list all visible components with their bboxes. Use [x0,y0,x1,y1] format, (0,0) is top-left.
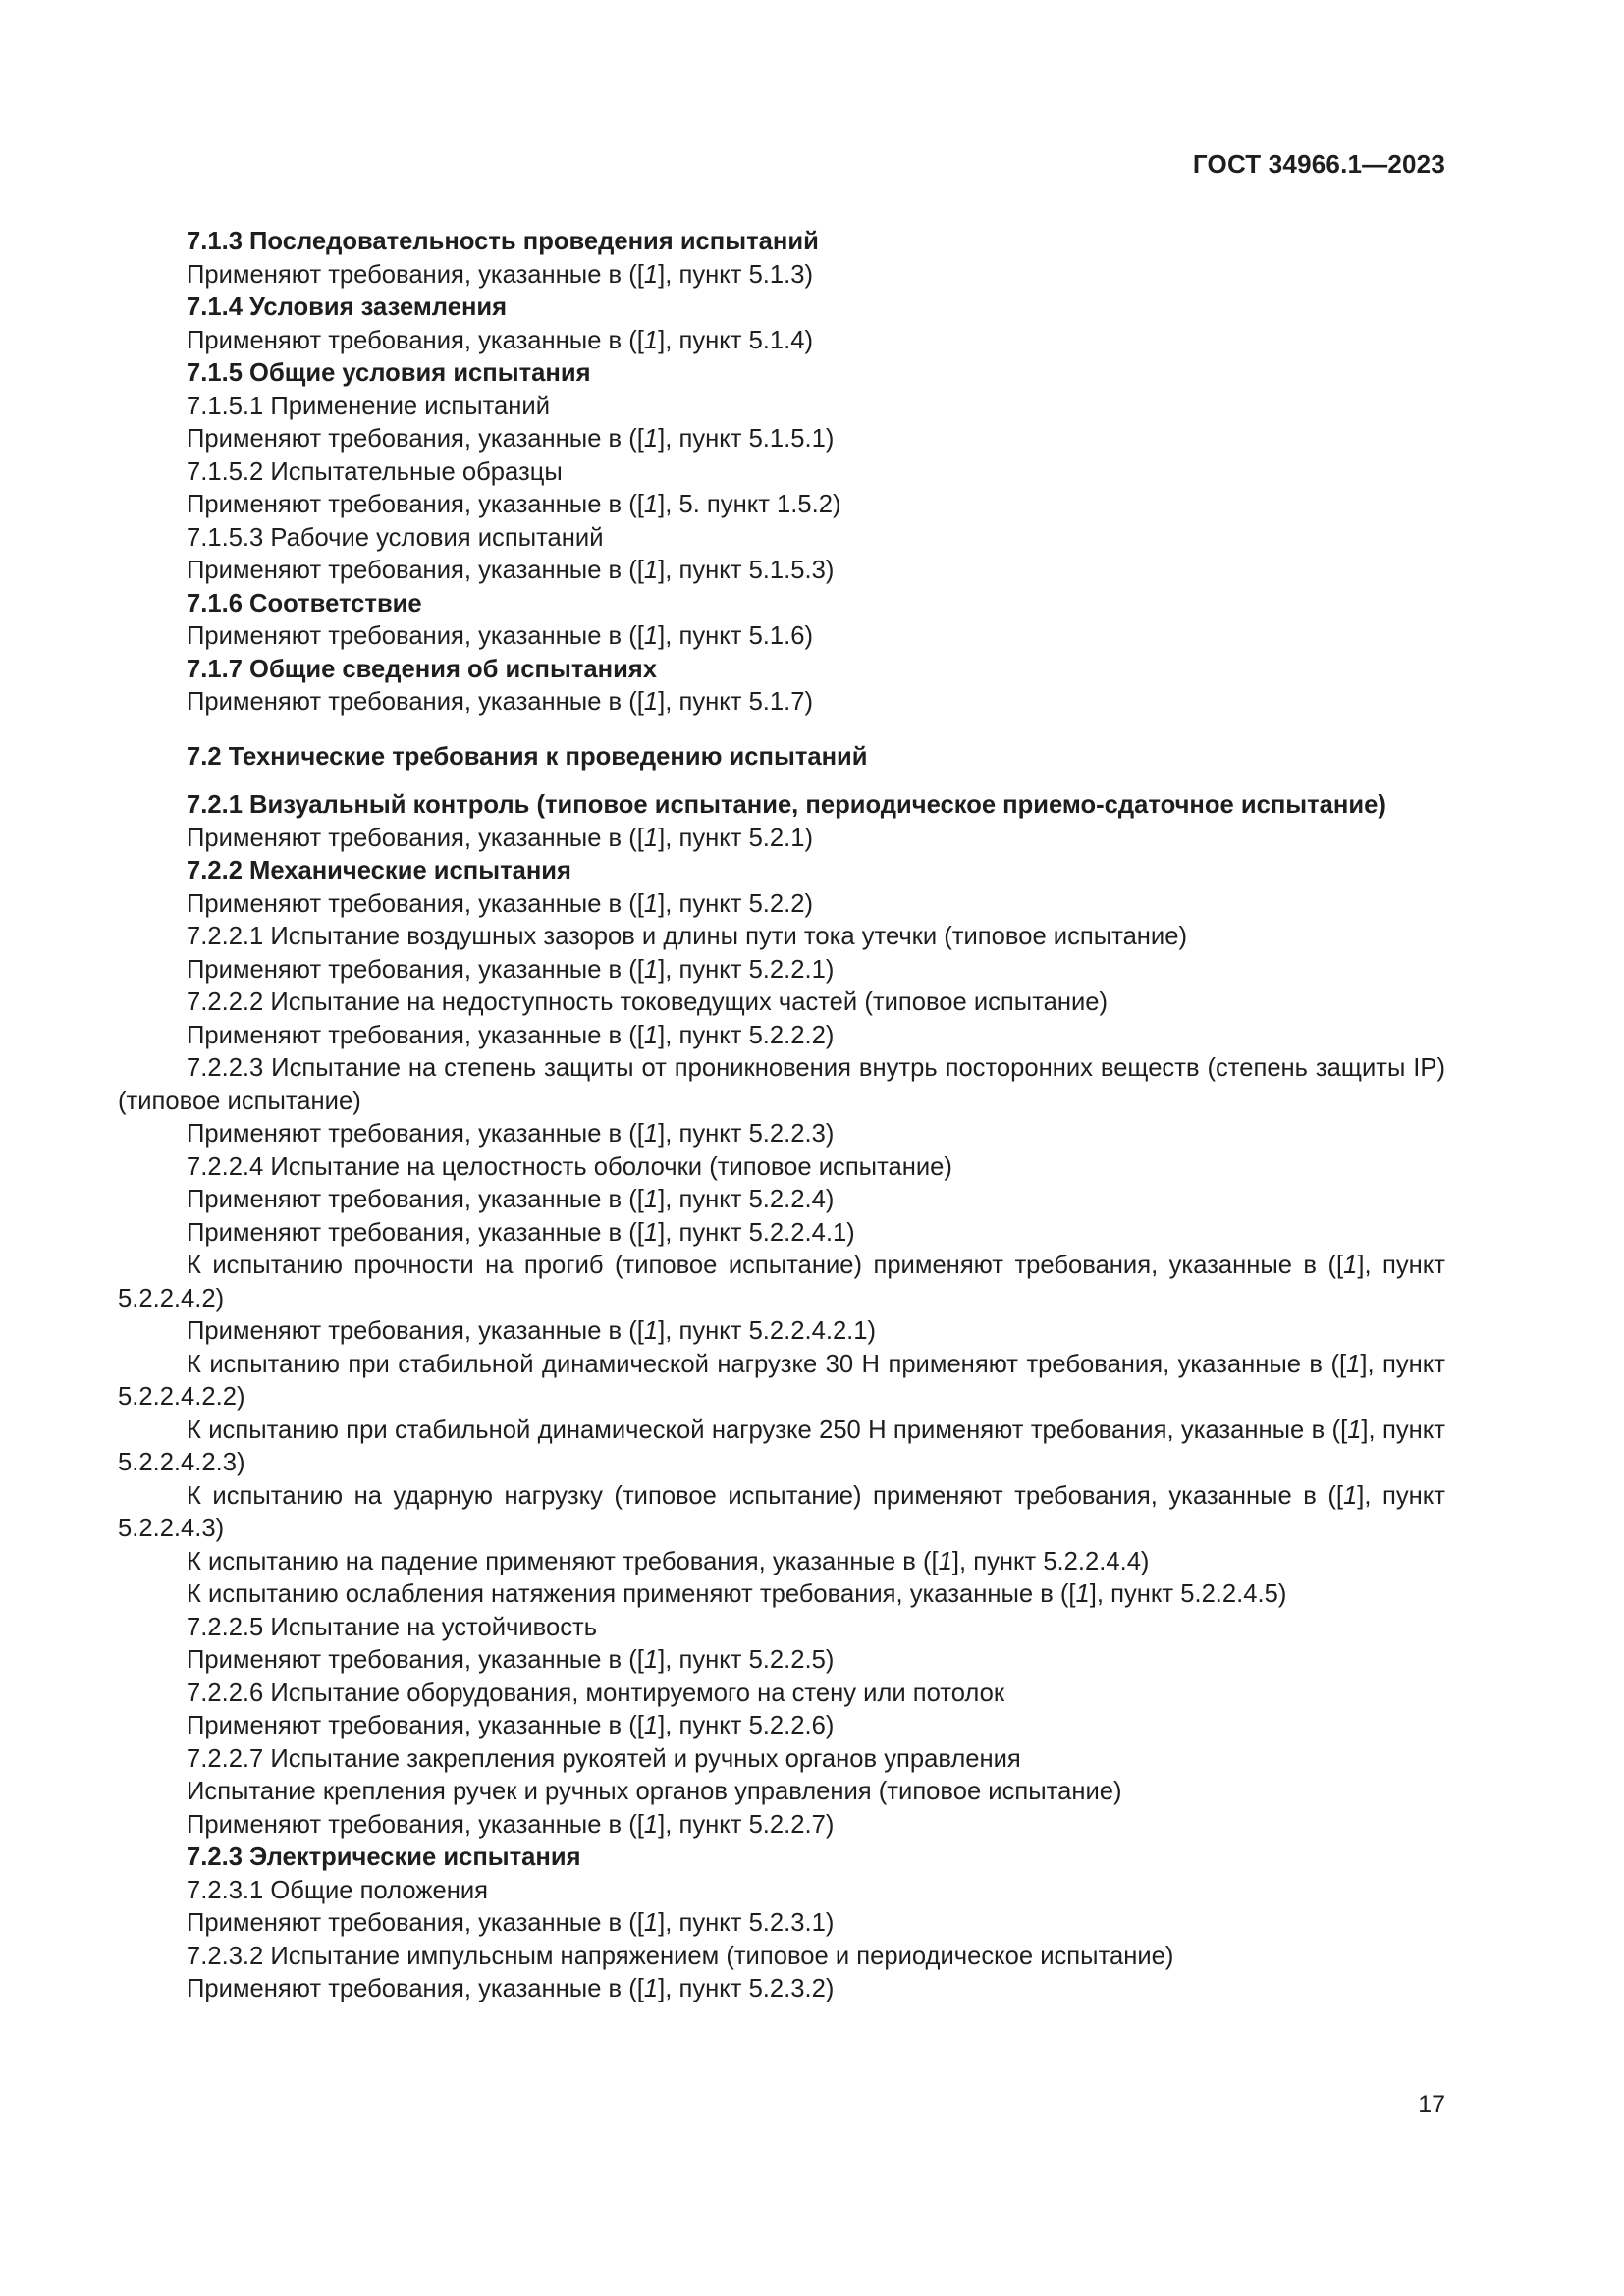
paragraph [118,1678,1445,1711]
paragraph-text: ], пункт 5.2.3.1) [658,1909,835,1937]
paragraph [118,1415,1445,1480]
paragraph [118,987,1445,1020]
paragraph-text: ], пункт 5.2.2.5) [658,1646,835,1674]
paragraph-text: Применяют требования, указанные в ([ [187,1909,644,1937]
paragraph-text: 7.1.5.1 Применение испытаний [187,392,551,420]
paragraph-text: Применяют требования, указанные в ([ [187,1186,644,1213]
paragraph [118,1907,1445,1941]
paragraph [118,1612,1445,1645]
paragraph-text: Применяют требования, указанные в ([ [187,1120,644,1148]
document-header: ГОСТ 34966.1—2023 [1192,149,1445,179]
paragraph-text: Применяют требования, указанные в ([ [187,955,644,984]
paragraph-text: 7.2.2.2 Испытание на недоступность токоведущих частей (типовое испытание) [187,988,1109,1016]
paragraph-text: ], пункт 5.2.2.3) [658,1120,835,1148]
reference-number: 1 [643,1218,659,1247]
paragraph-text: ], пункт 5.2.2.4.5) [1089,1580,1287,1608]
reference-number: 1 [643,1021,659,1049]
paragraph [118,1250,1445,1315]
reference-number: 1 [643,1909,659,1937]
paragraph-text: ], пункт 5.2.2.4.1) [658,1218,855,1247]
reference-number: 1 [643,622,659,650]
paragraph-text: Применяют требования, указанные в ([ [187,1712,644,1739]
paragraph [118,489,1445,522]
paragraph [118,620,1445,654]
paragraph-text: Испытание крепления ручек и ручных органов управления (типовое испытание) [187,1778,1122,1805]
paragraph [118,888,1445,922]
paragraph [118,1184,1445,1217]
reference-number: 1 [643,557,659,584]
paragraph-text: 7.2.3 Электрические испытания [187,1843,581,1871]
paragraph [118,1349,1445,1415]
paragraph-text: Применяют требования, указанные в ([ [187,1646,644,1674]
reference-number: 1 [643,1810,659,1839]
paragraph-text: К испытанию при стабильной динамической нагрузке 30 Н применяют требования, указанные в ([ [187,1350,1347,1378]
paragraph [118,522,1445,556]
reference-number: 1 [1075,1580,1090,1608]
paragraph-text: ], пункт 5.2.2.1) [658,955,835,984]
reference-number: 1 [643,1120,659,1148]
paragraph-text: ], пункт 5.1.4) [658,326,814,354]
paragraph-text: Применяют требования, указанные в ([ [187,688,644,716]
paragraph-text: Применяют требования, указанные в ([ [187,425,644,453]
paragraph [118,391,1445,424]
paragraph-text: 7.1.5.3 Рабочие условия испытаний [187,523,604,552]
paragraph [118,1020,1445,1053]
section-heading [118,654,1445,687]
paragraph [118,259,1445,293]
paragraph-text: 7.2.2.7 Испытание закрепления рукоятей и ручных органов управления [187,1744,1021,1773]
section-heading [118,292,1445,325]
reference-number: 1 [643,425,659,453]
paragraph-text: 7.2.2 Механические испытания [187,857,571,884]
paragraph [118,954,1445,988]
paragraph-text: 7.2.2.5 Испытание на устойчивость [187,1613,598,1641]
section-heading [118,1842,1445,1875]
paragraph-text: К испытанию на падение применяют требования, указанные в ([ [187,1547,939,1575]
paragraph [118,823,1445,856]
paragraph-text: 7.1.6 Соответствие [187,589,422,617]
paragraph-text: 7.2.1 Визуальный контроль (типовое испытание, периодическое приемо-сдаточное испытание) [187,791,1386,819]
paragraph-text: ], пункт 5.1.5.3) [658,557,835,584]
paragraph-text: К испытанию при стабильной динамической нагрузке 250 Н применяют требования, указанные в ([ [187,1415,1348,1444]
paragraph-text: ], пункт 5.2.3.2) [658,1975,835,2002]
paragraph-text: 7.2.2.6 Испытание оборудования, монтируемого на стену или потолок [187,1679,1005,1707]
reference-number: 1 [643,688,659,716]
paragraph [118,1776,1445,1809]
paragraph-text: ], пункт 5.2.2.7) [658,1810,835,1839]
paragraph-text: ], пункт 5.2.2) [658,889,814,918]
paragraph [118,1743,1445,1777]
paragraph-text: ], 5. пункт 1.5.2) [658,491,841,518]
paragraph [118,1809,1445,1842]
paragraph-text: 7.2.2.4 Испытание на целостность оболочки (типовое испытание) [187,1152,952,1181]
paragraph-text: К испытанию ослабления натяжения применяют требования, указанные в ([ [187,1580,1076,1608]
reference-number: 1 [643,1646,659,1674]
paragraph-text: ], пункт 5.2.2.4) [658,1186,835,1213]
section-heading [118,741,1445,774]
reference-number: 1 [938,1547,952,1575]
paragraph [118,1578,1445,1612]
paragraph [118,686,1445,720]
paragraph-text: ], пункт 5.1.3) [658,260,814,289]
reference-number: 1 [643,1186,659,1213]
paragraph-text: 7.1.4 Условия заземления [187,294,508,321]
paragraph-text: 7.1.7 Общие сведения об испытаниях [187,655,657,683]
paragraph-text: ], пункт 5.2.2.4.2.2) [118,1350,1445,1411]
paragraph-text: Применяют требования, указанные в ([ [187,491,644,518]
paragraph-text: Применяют требования, указанные в ([ [187,824,644,852]
reference-number: 1 [643,824,659,852]
section-heading [118,226,1445,259]
paragraph-text: ], пункт 5.2.2.2) [658,1021,835,1049]
reference-number: 1 [1347,1415,1362,1444]
paragraph-text: К испытанию на ударную нагрузку (типовое испытание) применяют требования, указанные в ([ [187,1481,1344,1510]
paragraph [118,1973,1445,2006]
paragraph-text: Применяют требования, указанные в ([ [187,326,644,354]
paragraph-text: 7.2.2.1 Испытание воздушных зазоров и длины пути тока утечки (типовое испытание) [187,923,1187,950]
paragraph-text: ], пункт 5.2.2.4.2) [118,1252,1445,1312]
paragraph [118,1941,1445,1974]
paragraph-text: 7.2.3.2 Испытание импульсным напряжением (типовое и периодическое испытание) [187,1942,1174,1970]
reference-number: 1 [1346,1350,1361,1378]
paragraph-text: ], пункт 5.1.6) [658,622,814,650]
reference-number: 1 [643,326,659,354]
paragraph-text: К испытанию прочности на прогиб (типовое испытание) применяют требования, указанные в ([ [187,1252,1344,1279]
paragraph-text: Применяют требования, указанные в ([ [187,260,644,289]
reference-number: 1 [1343,1252,1358,1279]
reference-number: 1 [643,1975,659,2002]
paragraph-text: 7.1.3 Последовательность проведения испытаний [187,228,819,255]
paragraph [118,1217,1445,1251]
page-number: 17 [1418,2091,1445,2118]
paragraph-text: 7.1.5.2 Испытательные образцы [187,457,563,486]
paragraph-text: 7.1.5 Общие условия испытания [187,359,591,387]
paragraph-text: Применяют требования, указанные в ([ [187,1021,644,1049]
paragraph-text: Применяют требования, указанные в ([ [187,557,644,584]
reference-number: 1 [643,1317,659,1345]
paragraph [118,456,1445,490]
reference-number: 1 [643,1712,659,1739]
paragraph-text: Применяют требования, указанные в ([ [187,889,644,918]
paragraph [118,555,1445,588]
paragraph [118,1710,1445,1743]
paragraph [118,1546,1445,1579]
paragraph-text: Применяют требования, указанные в ([ [187,622,644,650]
paragraph [118,1480,1445,1546]
reference-number: 1 [643,955,659,984]
section-heading [118,357,1445,391]
paragraph-text: Применяют требования, указанные в ([ [187,1975,644,2002]
paragraph [118,325,1445,358]
paragraph-text: 7.2 Технические требования к проведению испытаний [187,742,868,771]
paragraph-text: Применяют требования, указанные в ([ [187,1810,644,1839]
reference-number: 1 [643,260,659,289]
paragraph-text: Применяют требования, указанные в ([ [187,1218,644,1247]
paragraph-text: ], пункт 5.2.2.4.2.3) [118,1415,1445,1476]
reference-number: 1 [643,889,659,918]
paragraph [118,423,1445,456]
paragraph-text: ], пункт 5.2.2.4.3) [118,1481,1445,1542]
paragraph-text: ], пункт 5.2.2.6) [658,1712,835,1739]
paragraph [118,1151,1445,1185]
paragraph-text: ], пункт 5.2.1) [658,824,814,852]
paragraph [118,1118,1445,1151]
paragraph [118,1875,1445,1908]
section-heading [118,855,1445,888]
paragraph-text: ], пункт 5.2.2.4.2.1) [658,1317,877,1345]
paragraph-text: 7.2.3.1 Общие положения [187,1876,488,1904]
paragraph-text: ], пункт 5.2.2.4.4) [951,1547,1150,1575]
paragraph-text: ], пункт 5.1.5.1) [658,425,835,453]
paragraph [118,1052,1445,1118]
paragraph [118,1315,1445,1349]
paragraph-text: 7.2.2.3 Испытание на степень защиты от проникновения внутрь посторонних веществ (степень защиты IP) (типовое испытание) [118,1054,1445,1115]
paragraph-text: ], пункт 5.1.7) [658,688,814,716]
section-heading [118,789,1445,823]
paragraph [118,921,1445,954]
paragraph [118,1644,1445,1678]
reference-number: 1 [1343,1481,1358,1510]
reference-number: 1 [643,491,659,518]
paragraph-text: Применяют требования, указанные в ([ [187,1317,644,1345]
document-body [118,226,1445,2006]
section-heading [118,588,1445,621]
